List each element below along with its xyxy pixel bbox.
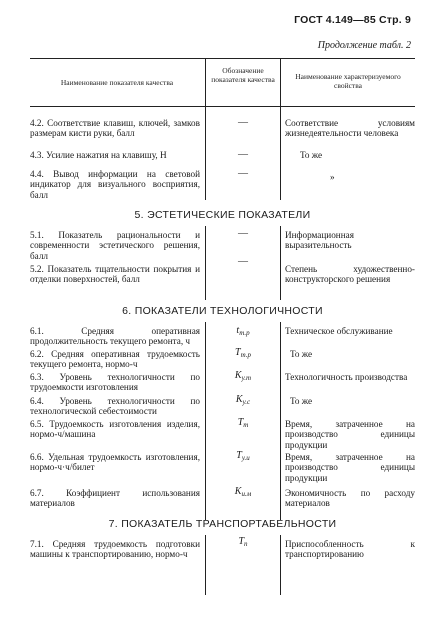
header-divider-2 bbox=[280, 58, 281, 106]
row-5-2-symbol: — bbox=[238, 256, 248, 267]
row-6-3-symbol-letter: K bbox=[234, 370, 242, 381]
row-6-3-indicator: 6.3. Уровень технологичности по трудоемкости изготовления bbox=[30, 372, 200, 393]
top-divider-1 bbox=[205, 106, 206, 200]
row-6-2-symbol-letter: T bbox=[235, 347, 241, 358]
row-6-5-indicator: 6.5. Трудоемкость изготовления изделия, нормо-ч/машина bbox=[30, 419, 200, 440]
row-4-2-symbol: — bbox=[238, 117, 248, 128]
column-header-indicator: Наименование показателя качества bbox=[60, 78, 174, 87]
row-6-5-symbol bbox=[207, 417, 279, 431]
row-6-6-symbol bbox=[207, 450, 279, 464]
section-6-divider-2 bbox=[280, 322, 281, 520]
row-5-2-indicator: 5.2. Показатель тщательности покрытия и отделки поверхностей, балл bbox=[30, 264, 200, 285]
row-6-6-symbol-letter: T bbox=[236, 450, 242, 461]
row-4-4-property: » bbox=[330, 172, 335, 182]
row-6-6-property: Время, затраченное на производство единицы продукции bbox=[285, 452, 415, 483]
row-5-1-symbol: — bbox=[238, 228, 248, 239]
row-7-1-symbol bbox=[207, 536, 279, 550]
section-5-divider-1 bbox=[205, 226, 206, 300]
row-4-2-indicator: 4.2. Соответствие клавиш, ключей, замков размерам кисти руки, балл bbox=[30, 118, 200, 139]
section-6-divider-1 bbox=[205, 322, 206, 520]
row-4-3-symbol: — bbox=[238, 149, 248, 160]
row-7-1-property: Приспособленность к транспортированию bbox=[285, 539, 415, 560]
row-6-5-symbol-letter: T bbox=[237, 417, 244, 428]
header-top-rule bbox=[30, 58, 415, 59]
row-4-3-property: То же bbox=[300, 150, 323, 160]
row-7-1-symbol-subscript: п bbox=[244, 540, 248, 548]
row-6-7-symbol bbox=[207, 486, 279, 500]
row-6-2-symbol-subscript: т.р bbox=[240, 351, 251, 359]
row-6-1-property: Техническое обслуживание bbox=[285, 326, 393, 336]
row-6-3-symbol bbox=[207, 370, 279, 384]
row-4-4-indicator: 4.4. Вывод информации на световой индикатор для визуального восприятия, балл bbox=[30, 169, 200, 200]
section-7-divider-1 bbox=[205, 535, 206, 595]
row-6-6-indicator: 6.6. Удельная трудоемкость изготовления, нормо-ч·ч/билет bbox=[30, 452, 200, 473]
column-header-symbol: Обозначение показателя качества bbox=[211, 66, 275, 84]
row-6-1-symbol-letter: t bbox=[236, 325, 240, 336]
section-7-title: 7. ПОКАЗАТЕЛЬ ТРАНСПОРТАБЕЛЬНОСТИ bbox=[108, 518, 337, 530]
row-6-3-symbol-subscript: у.т bbox=[241, 374, 252, 382]
row-4-3-indicator: 4.3. Усилие нажатия на клавишу, Н bbox=[30, 150, 167, 160]
column-header-property: Наименование характеризуемого свойства bbox=[295, 72, 401, 90]
section-5-title: 5. ЭСТЕТИЧЕСКИЕ ПОКАЗАТЕЛИ bbox=[134, 209, 311, 221]
top-divider-2 bbox=[280, 106, 281, 200]
row-6-4-property: То же bbox=[290, 396, 313, 406]
header-bottom-rule bbox=[30, 106, 415, 107]
row-6-1-indicator: 6.1. Средняя оперативная продолжительность текущего ремонта, ч bbox=[30, 326, 200, 347]
row-6-1-symbol-subscript: т.р bbox=[239, 329, 250, 337]
document-header: ГОСТ 4.149—85 Стр. 9 bbox=[294, 14, 411, 26]
row-5-2-property: Степень художественно-конструкторского решения bbox=[285, 264, 415, 285]
header-divider-1 bbox=[205, 58, 206, 106]
row-5-1-property: Информационная выразительность bbox=[285, 230, 354, 251]
row-6-7-symbol-letter: K bbox=[234, 486, 242, 497]
row-7-1-symbol-letter: T bbox=[238, 536, 245, 547]
row-6-7-indicator: 6.7. Коэффициент использования материалов bbox=[30, 488, 200, 509]
section-5-divider-2 bbox=[280, 226, 281, 300]
row-6-4-symbol-letter: K bbox=[235, 394, 243, 405]
row-4-2-property: Соответствие условиям жизнедеятельности человека bbox=[285, 118, 415, 139]
row-6-7-property: Экономичность по расходу материалов bbox=[285, 488, 415, 509]
row-6-5-symbol-subscript: т bbox=[243, 421, 249, 429]
row-6-6-symbol-subscript: у.и bbox=[241, 454, 250, 462]
row-6-4-symbol bbox=[207, 394, 279, 408]
row-6-2-indicator: 6.2. Средняя оперативная трудоемкость текущего ремонта, нормо-ч bbox=[30, 349, 200, 370]
row-6-4-indicator: 6.4. Уровень технологичности по технологической себестоимости bbox=[30, 396, 200, 417]
row-7-1-indicator: 7.1. Средняя трудоемкость подготовки машины к транспортированию, нормо-ч bbox=[30, 539, 200, 560]
row-6-1-symbol bbox=[207, 325, 279, 339]
section-6-title: 6. ПОКАЗАТЕЛИ ТЕХНОЛОГИЧНОСТИ bbox=[122, 305, 323, 317]
row-6-3-property: Технологичность производства bbox=[285, 372, 408, 382]
row-6-2-property: То же bbox=[290, 349, 313, 359]
row-4-4-symbol: — bbox=[238, 168, 248, 179]
row-6-7-symbol-subscript: и.м bbox=[241, 490, 252, 498]
section-7-divider-2 bbox=[280, 535, 281, 595]
row-6-2-symbol bbox=[207, 347, 279, 361]
row-6-4-symbol-subscript: у.с bbox=[242, 398, 251, 406]
row-6-5-property: Время, затраченное на производство единицы продукции bbox=[285, 419, 415, 450]
row-5-1-indicator: 5.1. Показатель рациональности и современности эстетического решения, балл bbox=[30, 230, 200, 261]
table-continuation-label: Продолжение табл. 2 bbox=[317, 40, 411, 51]
